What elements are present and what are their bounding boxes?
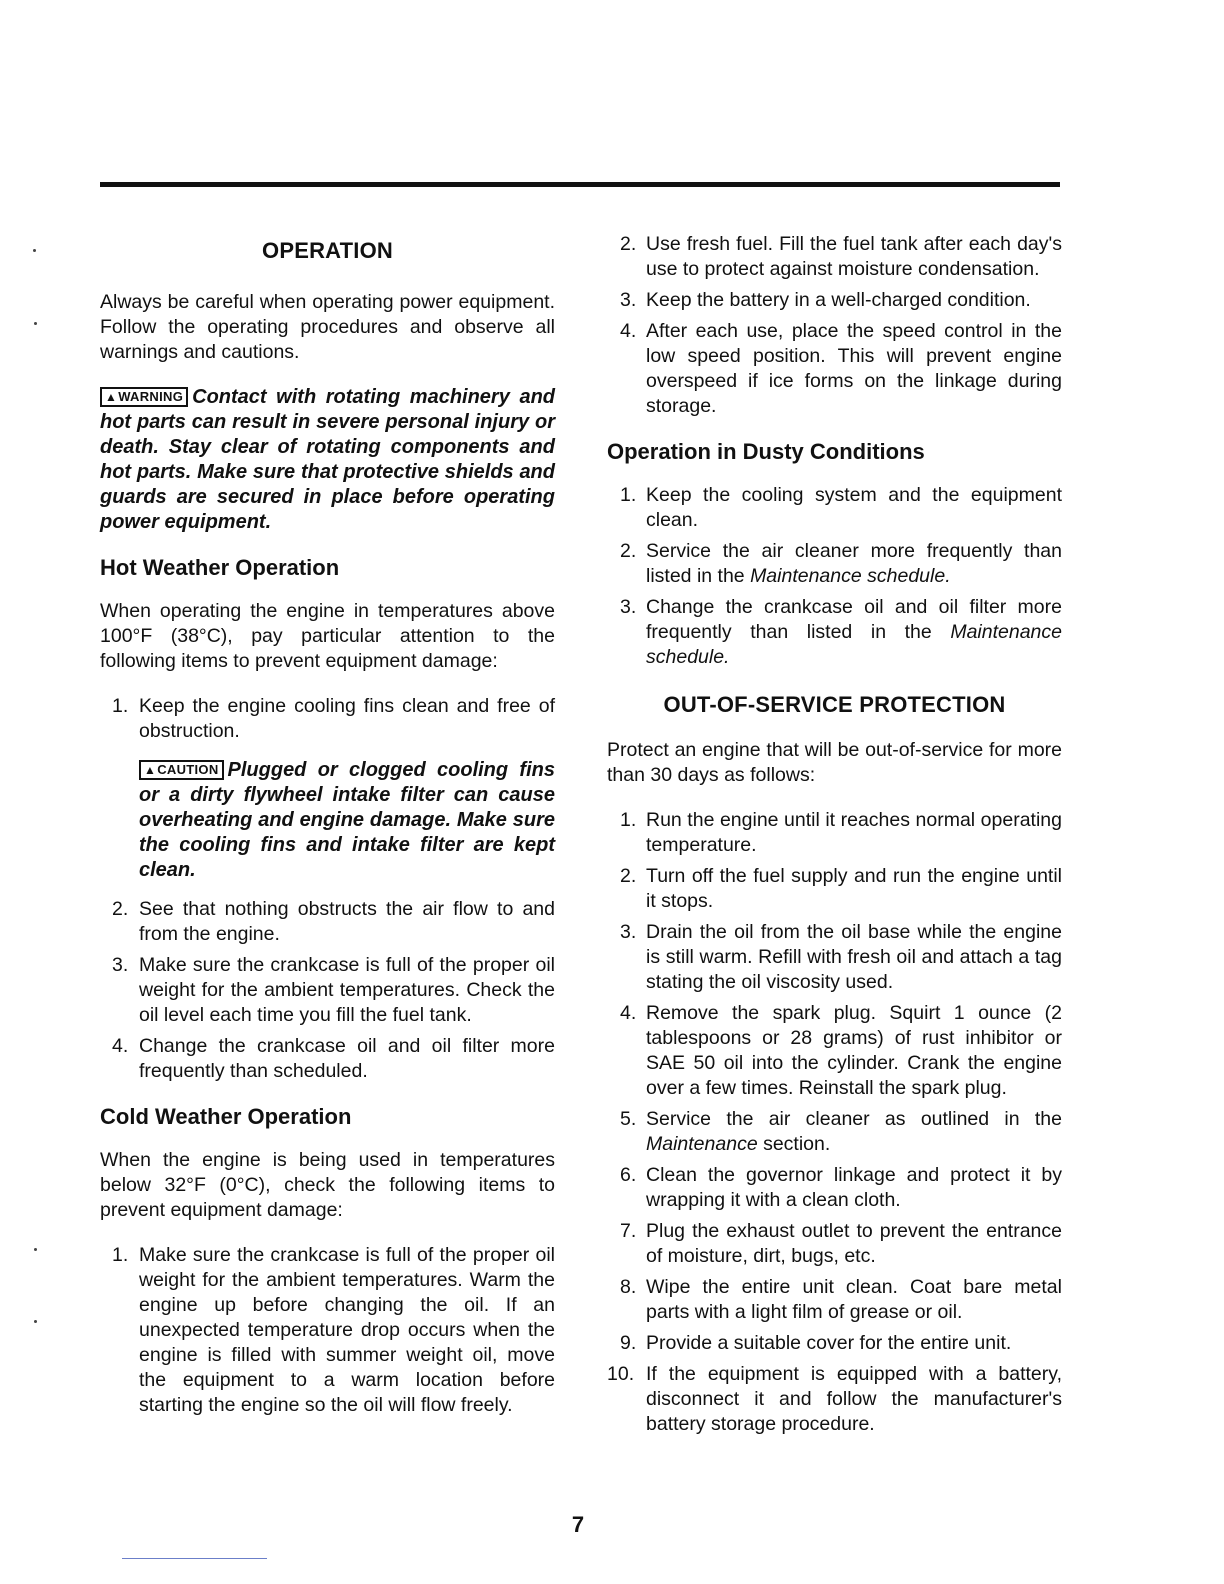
list-item bbox=[607, 1275, 1062, 1325]
top-rule bbox=[100, 182, 1060, 187]
list-item bbox=[607, 288, 1062, 313]
list-item bbox=[607, 1219, 1062, 1269]
hot-weather-list-cont bbox=[100, 897, 555, 1084]
list-item bbox=[100, 694, 555, 744]
list-item bbox=[607, 1163, 1062, 1213]
warning-badge bbox=[100, 387, 188, 407]
list-item bbox=[100, 1243, 555, 1418]
scan-speck bbox=[34, 322, 37, 325]
list-number: 2. bbox=[112, 898, 129, 920]
list-text: Turn off the fuel supply and run the engine until it stops. bbox=[646, 865, 1062, 912]
list-item bbox=[100, 1034, 555, 1084]
scan-speck bbox=[33, 249, 36, 252]
caution-block bbox=[139, 758, 555, 883]
warning-triangle-icon: ▲ bbox=[105, 390, 118, 404]
list-item bbox=[607, 319, 1062, 419]
list-item bbox=[607, 1362, 1062, 1437]
page-number: 7 bbox=[571, 1512, 585, 1537]
caution-text: Plugged or clogged cooling fins or a dirty flywheel intake filter can cause overheating and engine damage. Make sure the cooling fins and intake filter are kept clean. bbox=[139, 759, 555, 881]
list-number: 2. bbox=[620, 233, 637, 255]
bottom-underline bbox=[122, 1558, 267, 1559]
list-number: 4. bbox=[620, 320, 637, 342]
dusty-conditions-list bbox=[607, 483, 1062, 670]
right-column bbox=[607, 232, 1062, 1443]
list-item bbox=[607, 595, 1062, 670]
list-item bbox=[607, 864, 1062, 914]
cold-weather-intro: When the engine is being used in temperatures below 32°F (0°C), check the following items to prevent equipment damage: bbox=[100, 1149, 555, 1221]
out-of-service-title: OUT-OF-SERVICE PROTECTION bbox=[663, 692, 1006, 717]
list-item bbox=[607, 232, 1062, 282]
list-number: 1. bbox=[620, 809, 637, 831]
list-item bbox=[607, 1331, 1062, 1356]
operation-title: OPERATION bbox=[262, 238, 393, 263]
cold-weather-title: Cold Weather Operation bbox=[100, 1104, 352, 1129]
list-number: 1. bbox=[112, 1244, 129, 1266]
warning-text: Contact with rotating machinery and hot parts can result in severe personal injury or death. Stay clear of rotating components and hot parts. Make sure that protective shields and guards are secured in place before operating power equipment. bbox=[100, 386, 555, 533]
hot-weather-title: Hot Weather Operation bbox=[100, 555, 340, 580]
list-number: 3. bbox=[620, 921, 637, 943]
list-text: Plug the exhaust outlet to prevent the entrance of moisture, dirt, bugs, etc. bbox=[646, 1220, 1062, 1267]
caution-badge bbox=[139, 760, 224, 780]
list-text: Drain the oil from the oil base while the engine is still warm. Refill with fresh oil and attach a tag stating the oil viscosity used. bbox=[646, 921, 1062, 993]
list-text: section. bbox=[757, 1133, 831, 1155]
warning-block bbox=[100, 385, 555, 535]
out-of-service-intro: Protect an engine that will be out-of-service for more than 30 days as follows: bbox=[607, 739, 1062, 786]
list-text: Change the crankcase oil and oil filter more frequently than listed in the bbox=[646, 596, 1062, 643]
list-number: 6. bbox=[620, 1164, 637, 1186]
list-text: Remove the spark plug. Squirt 1 ounce (2 tablespoons or 28 grams) of rust inhibitor or SAE 50 oil into the cylinder. Crank the engine over a few times. Reinstall the spark plug. bbox=[646, 1002, 1062, 1099]
hot-weather-list bbox=[100, 694, 555, 744]
list-text: Keep the engine cooling fins clean and free of obstruction. bbox=[139, 695, 555, 742]
caution-badge-label: CAUTION bbox=[157, 762, 219, 777]
list-text: Clean the governor linkage and protect it by wrapping it with a clean cloth. bbox=[646, 1164, 1062, 1211]
list-number: 3. bbox=[620, 289, 637, 311]
list-text-italic: Maintenance schedule. bbox=[646, 621, 1062, 668]
list-text: After each use, place the speed control in the low speed position. This will prevent engine overspeed if ice forms on the linkage during storage. bbox=[646, 320, 1062, 417]
list-item bbox=[607, 1001, 1062, 1101]
list-text: Service the air cleaner as outlined in the bbox=[646, 1108, 1062, 1130]
dusty-conditions-title: Operation in Dusty Conditions bbox=[607, 439, 925, 464]
list-number: 1. bbox=[620, 484, 637, 506]
list-text: Run the engine until it reaches normal operating temperature. bbox=[646, 809, 1062, 856]
list-text: Keep the cooling system and the equipment clean. bbox=[646, 484, 1062, 531]
list-item bbox=[100, 897, 555, 947]
scan-speck bbox=[34, 1248, 37, 1251]
list-number: 10. bbox=[607, 1363, 635, 1385]
list-text: Make sure the crankcase is full of the proper oil weight for the ambient temperatures. Warm the engine up before changing the oil. If an unexpected temperature drop occurs when the engine is filled with summer weight oil, move the equipment to a warm location before starting the engine so the oil will flow freely. bbox=[139, 1244, 555, 1416]
list-number: 3. bbox=[112, 954, 129, 976]
operation-intro: Always be careful when operating power equipment. Follow the operating procedures and observe all warnings and cautions. bbox=[100, 291, 555, 363]
list-number: 4. bbox=[112, 1035, 129, 1057]
list-number: 7. bbox=[620, 1220, 637, 1242]
list-item bbox=[607, 808, 1062, 858]
list-number: 3. bbox=[620, 596, 637, 618]
list-number: 1. bbox=[112, 695, 129, 717]
list-text: Service the air cleaner more frequently than listed in the bbox=[646, 540, 1062, 587]
cold-weather-list bbox=[100, 1243, 555, 1418]
list-number: 2. bbox=[620, 540, 637, 562]
list-text: Use fresh fuel. Fill the fuel tank after each day's use to protect against moisture condensation. bbox=[646, 233, 1062, 280]
list-number: 4. bbox=[620, 1002, 637, 1024]
list-number: 2. bbox=[620, 865, 637, 887]
list-text: Provide a suitable cover for the entire unit. bbox=[646, 1332, 1012, 1354]
list-item bbox=[100, 953, 555, 1028]
list-text-italic: Maintenance bbox=[646, 1133, 758, 1155]
caution-triangle-icon: ▲ bbox=[144, 763, 157, 777]
list-number: 9. bbox=[620, 1332, 637, 1354]
list-number: 8. bbox=[620, 1276, 637, 1298]
list-item bbox=[607, 1107, 1062, 1157]
out-of-service-list bbox=[607, 808, 1062, 1437]
list-text: Wipe the entire unit clean. Coat bare metal parts with a light film of grease or oil. bbox=[646, 1276, 1062, 1323]
list-item bbox=[607, 483, 1062, 533]
cold-weather-list-cont bbox=[607, 232, 1062, 419]
list-text: If the equipment is equipped with a battery, disconnect it and follow the manufacturer's battery storage procedure. bbox=[646, 1363, 1062, 1435]
left-column bbox=[100, 232, 555, 1424]
scan-speck bbox=[34, 1320, 37, 1323]
list-text-italic: Maintenance schedule. bbox=[750, 565, 951, 587]
list-item bbox=[607, 539, 1062, 589]
list-text: Make sure the crankcase is full of the proper oil weight for the ambient temperatures. Check the oil level each time you fill the fuel tank. bbox=[139, 954, 555, 1026]
list-text: See that nothing obstructs the air flow to and from the engine. bbox=[139, 898, 555, 945]
list-number: 5. bbox=[620, 1108, 637, 1130]
list-text: Change the crankcase oil and oil filter more frequently than scheduled. bbox=[139, 1035, 555, 1082]
list-text: Keep the battery in a well-charged condition. bbox=[646, 289, 1031, 311]
list-item bbox=[607, 920, 1062, 995]
warning-badge-label: WARNING bbox=[118, 389, 184, 404]
hot-weather-intro: When operating the engine in temperatures above 100°F (38°C), pay particular attention to the following items to prevent equipment damage: bbox=[100, 600, 555, 672]
